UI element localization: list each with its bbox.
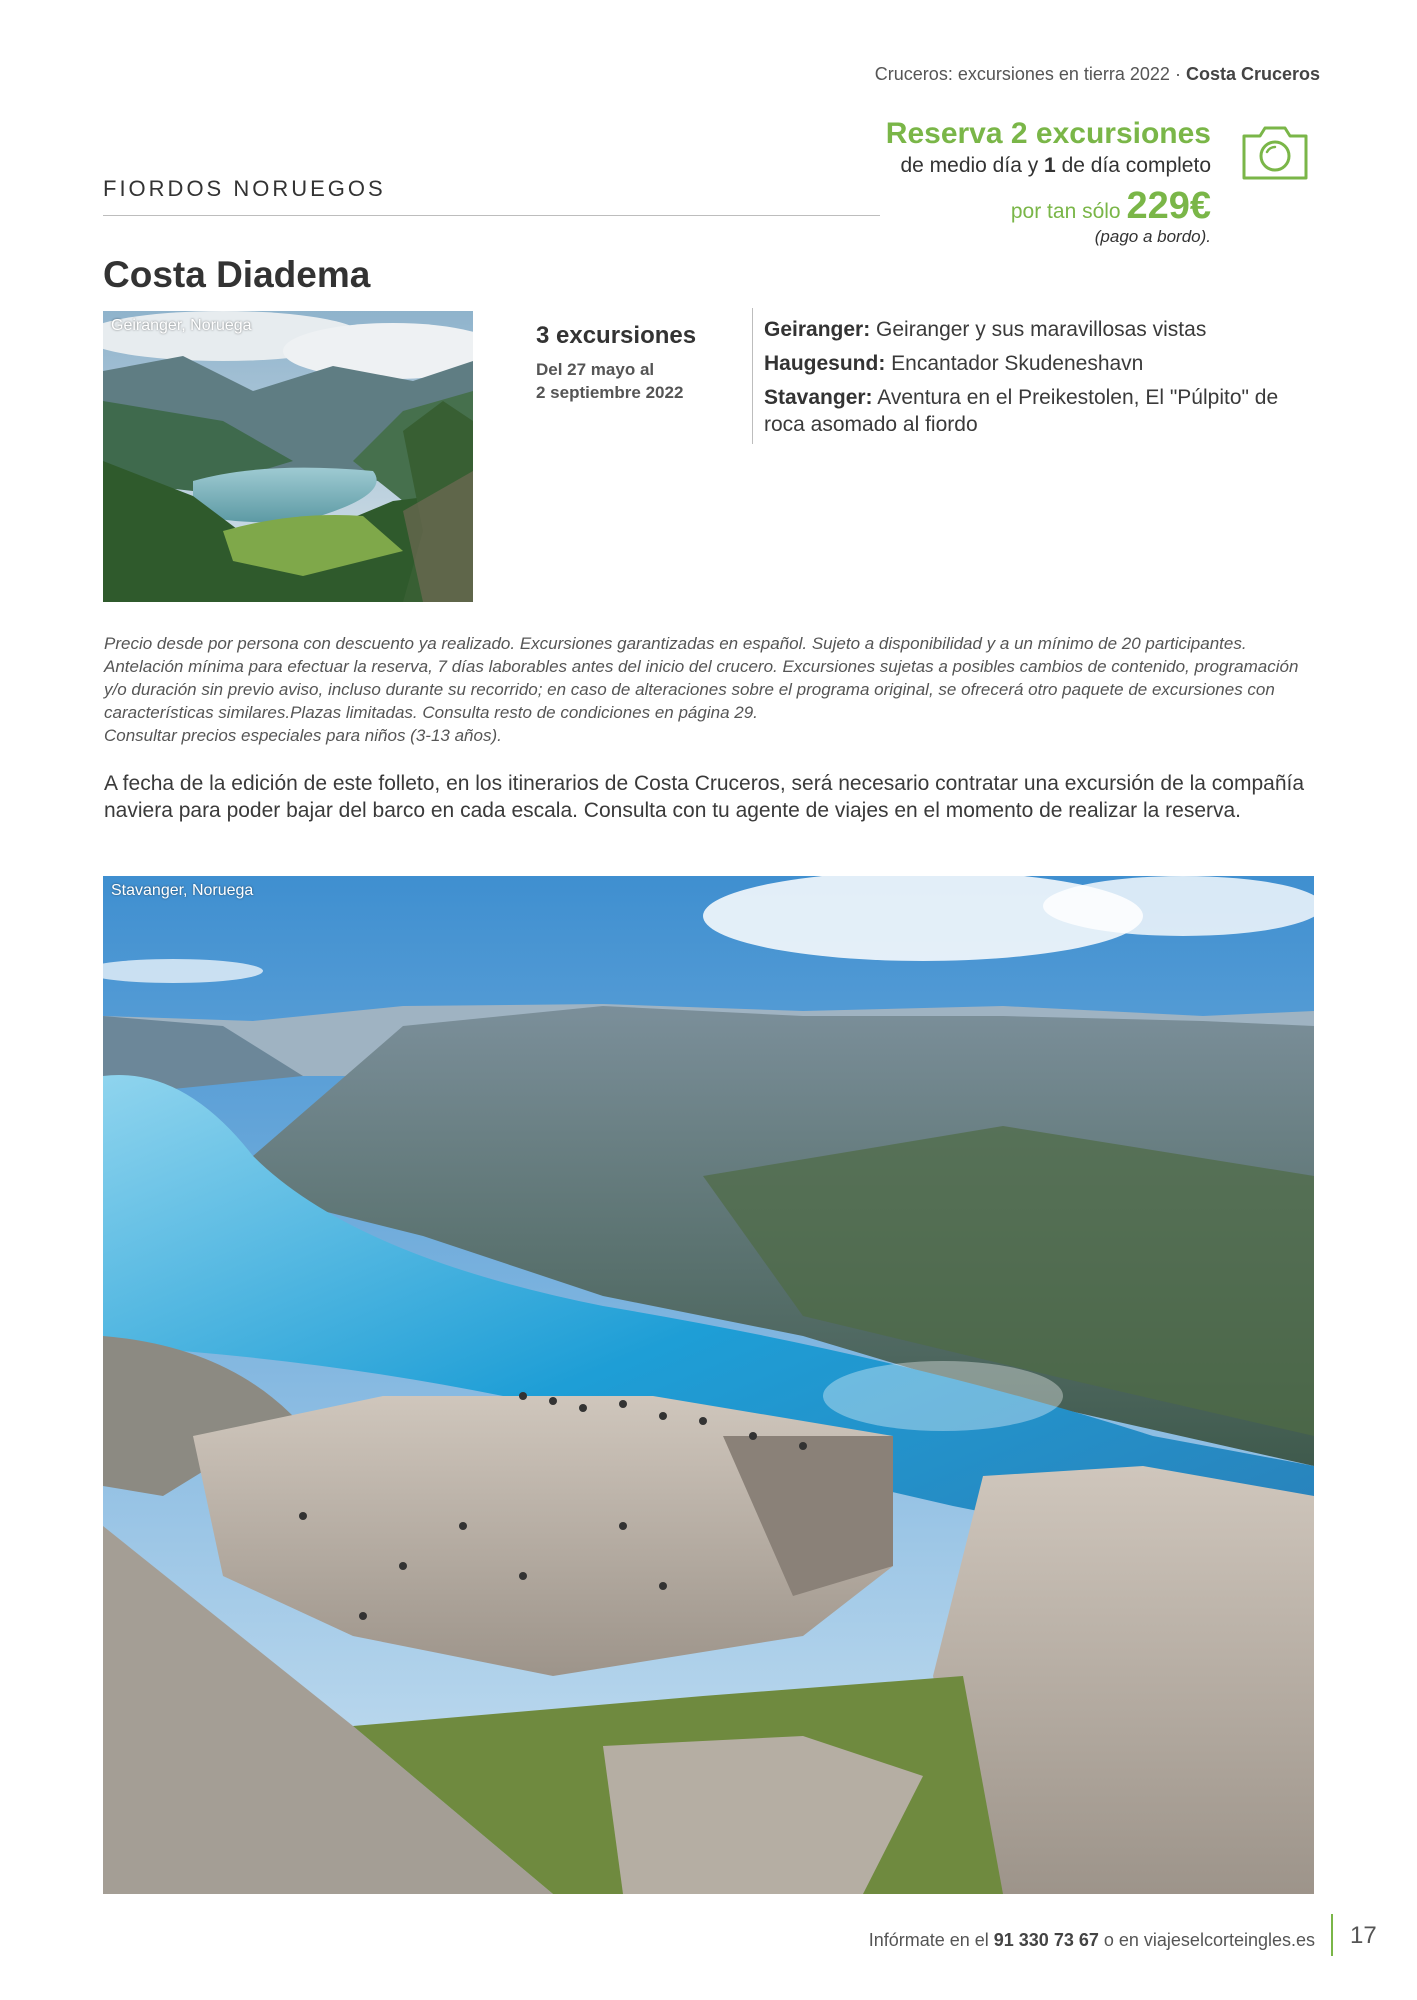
disclaimer-kids: Consultar precios especiales para niños (3-13 años).: [104, 726, 502, 745]
footer-accent-rule: [1331, 1914, 1333, 1956]
itinerary-desc: Geiranger y sus maravillosas vistas: [870, 318, 1207, 341]
promo-sub-post: de día completo: [1055, 154, 1211, 177]
promo-price-line: [886, 186, 1211, 226]
itinerary-desc: Aventura en el Preikestolen, El "Púlpito" de roca asomado al fiordo: [764, 386, 1279, 436]
promo-sub-bold: 1: [1044, 154, 1056, 177]
section-divider: [103, 215, 880, 216]
disclaimer-main: Precio desde por persona con descuento ya realizado. Excursiones garantizadas en español. Sujeto a disponibilidad y a un mínimo de 20 participantes. Antelación mínima para efectuar la reserva, 7 días laborables antes del inicio del crucero. Excursiones sujetas a posibles cambios de contenido, programación y/o duración sin previo aviso, incluso durante su recorrido; en caso de alteraciones sobre el programa original, se ofrecerá otro paquete de excursiones con características similares.Plazas limitadas. Consulta resto de condiciones en página 29.: [104, 634, 1299, 722]
dates-line-1: Del 27 mayo al: [536, 360, 655, 379]
camera-icon: [1240, 122, 1310, 182]
promo-subtitle: [886, 152, 1211, 180]
promo-title: Reserva 2 excursiones: [885, 117, 1211, 150]
itinerary-port: Haugesund:: [764, 352, 886, 375]
vertical-divider: [752, 308, 753, 444]
geiranger-caption: Geiranger, Noruega: [111, 317, 252, 334]
footer-phone[interactable]: 91 330 73 67: [993, 1930, 1099, 1950]
excursions-count: 3 excursiones: [536, 322, 697, 349]
ship-title: Costa Diadema: [103, 254, 371, 295]
page-number: 17: [1350, 1922, 1377, 1949]
geiranger-photo: [103, 311, 473, 602]
promo-box: [886, 116, 1211, 248]
excursions-dates: [536, 358, 716, 404]
disclaimer: [104, 632, 1309, 747]
stavanger-photo: [103, 876, 1314, 1894]
promo-price: 229€: [1126, 185, 1211, 227]
geiranger-illustration: [103, 311, 473, 602]
itinerary-item: [764, 384, 1304, 438]
footer-contact: [869, 1930, 1315, 1951]
stavanger-caption: Stavanger, Noruega: [111, 882, 254, 899]
running-header: [875, 64, 1320, 85]
footer-pre: Infórmate en el: [868, 1930, 994, 1950]
promo-price-prefix: por tan sólo: [1010, 200, 1127, 223]
itinerary-desc: Encantador Skudeneshavn: [885, 352, 1144, 375]
running-header-brand: Costa Cruceros: [1185, 64, 1320, 84]
itinerary-item: [764, 316, 1304, 343]
itinerary-list: [764, 316, 1304, 445]
itinerary-item: [764, 350, 1304, 377]
footer-post: o en viajeselcorteingles.es: [1098, 1930, 1315, 1950]
preikestolen-illustration: [103, 876, 1314, 1894]
promo-note: (pago a bordo).: [1094, 227, 1211, 246]
dates-line-2: 2 septiembre 2022: [536, 383, 684, 402]
notice-paragraph: A fecha de la edición de este folleto, en los itinerarios de Costa Cruceros, será necesario contratar una excursión de la compañía naviera para poder bajar del barco en cada escala. Consulta con tu agente de viajes en el momento de realizar la reserva.: [104, 772, 1305, 822]
itinerary-port: Geiranger:: [764, 318, 871, 341]
running-header-text: Cruceros: excursiones en tierra 2022 ·: [874, 64, 1186, 84]
itinerary-port: Stavanger:: [764, 386, 873, 409]
promo-sub-pre: de medio día y: [900, 154, 1045, 177]
section-label: FIORDOS NORUEGOS: [103, 176, 386, 201]
